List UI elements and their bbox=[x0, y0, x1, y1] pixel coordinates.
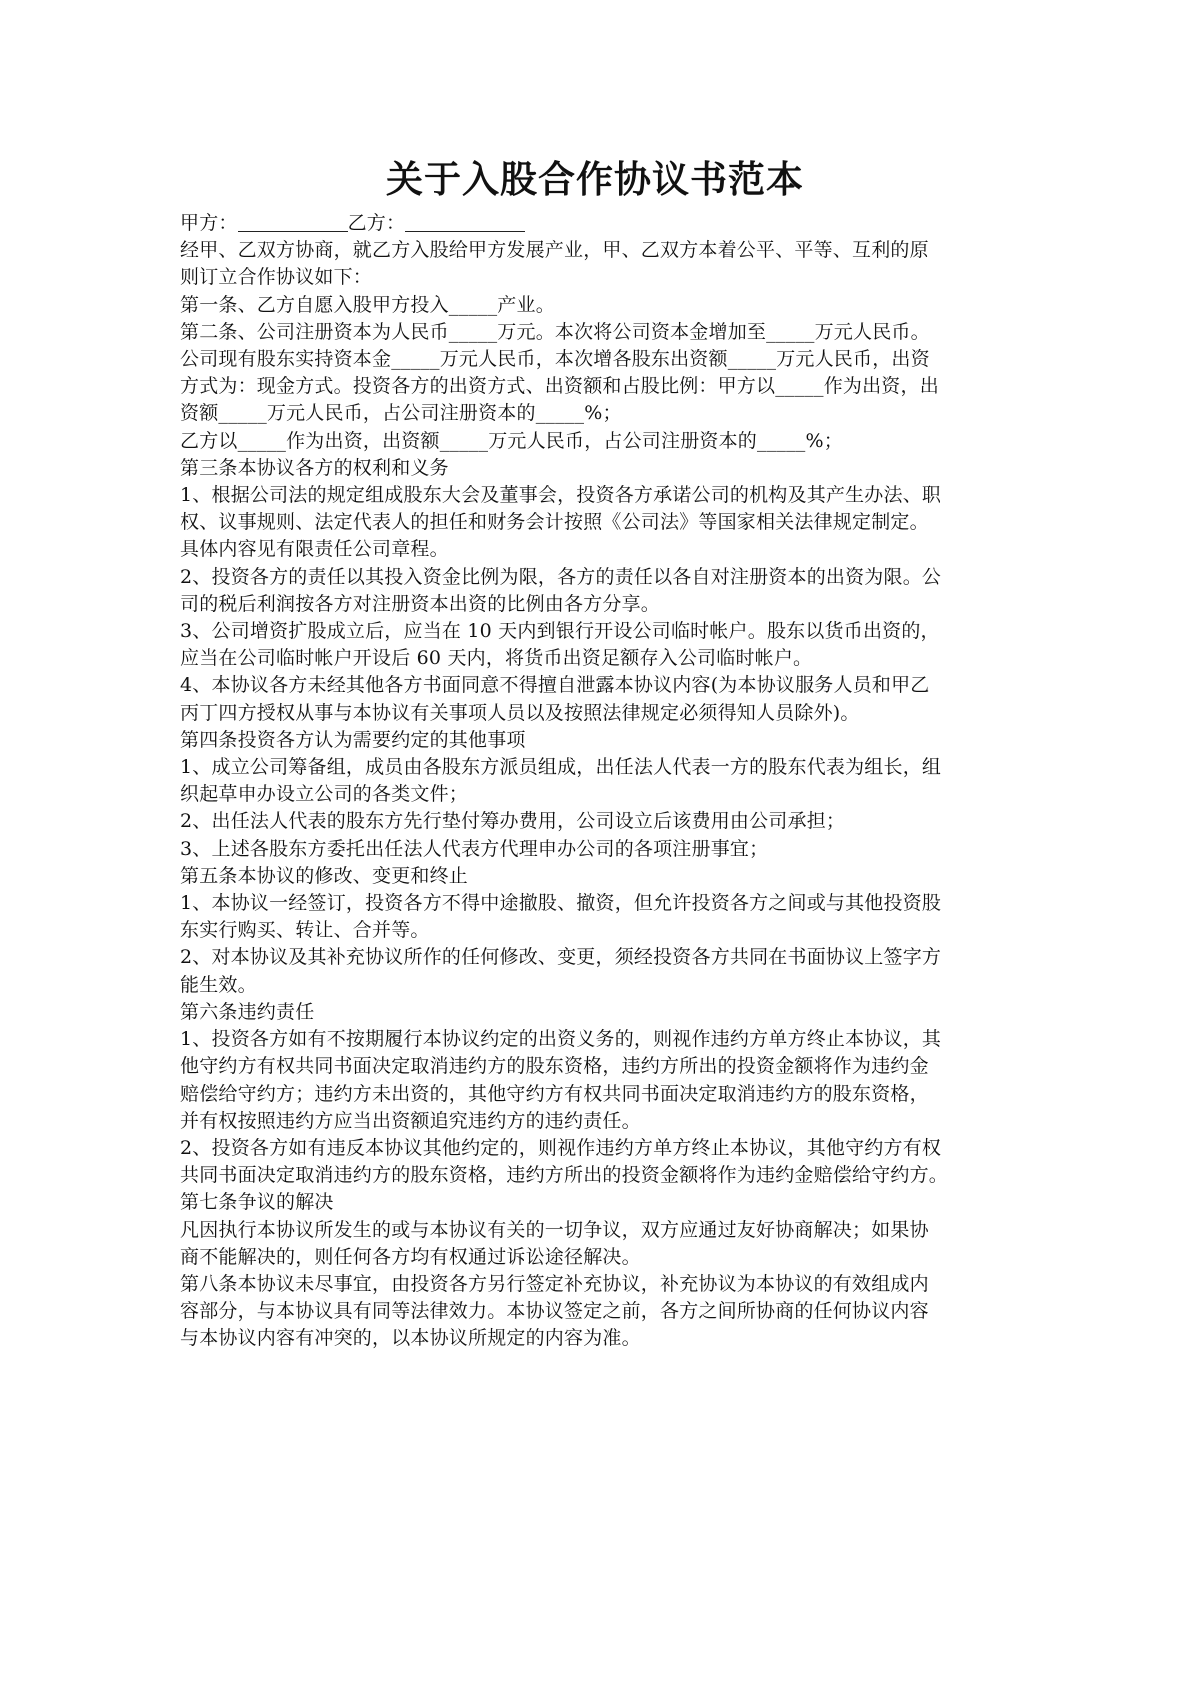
party-a-blank bbox=[238, 213, 348, 232]
parties-line bbox=[180, 210, 1010, 237]
body-line: 2、出任法人代表的股东方先行垫付筹办费用，公司设立后该费用由公司承担； bbox=[180, 810, 846, 833]
body-line: 资额_____万元人民币，占公司注册资本的_____%； bbox=[180, 402, 622, 425]
body-line: 乙方以_____作为出资，出资额_____万元人民币，占公司注册资本的_____%； bbox=[180, 429, 843, 452]
body-line: 丙丁四方授权从事与本协议有关事项人员以及按照法律规定必须得知人员除外)。 bbox=[180, 701, 860, 724]
article-4-heading: 第四条投资各方认为需要约定的其他事项 bbox=[180, 728, 526, 751]
body-line: 经甲、乙双方协商，就乙方入股给甲方发展产业，甲、乙双方本着公平、平等、互利的原 bbox=[180, 239, 929, 262]
body-line: 2、投资各方如有违反本协议其他约定的，则视作违约方单方终止本协议，其他守约方有权 bbox=[180, 1136, 942, 1159]
party-a-label: 甲方： bbox=[180, 212, 238, 234]
body-line: 东实行购买、转让、合并等。 bbox=[180, 919, 430, 942]
article-3-heading: 第三条本协议各方的权利和义务 bbox=[180, 456, 449, 479]
party-b-blank bbox=[405, 213, 525, 232]
article-2: 第二条、公司注册资本为人民币_____万元。本次将公司资本金增加至_____万元人民币。 bbox=[180, 320, 930, 343]
article-1: 第一条、乙方自愿入股甲方投入_____产业。 bbox=[180, 293, 555, 316]
body-line: 则订立合作协议如下： bbox=[180, 266, 373, 289]
body-line: 公司现有股东实持资本金_____万元人民币，本次增各股东出资额_____万元人民币，出资 bbox=[180, 348, 930, 371]
article-5-heading: 第五条本协议的修改、变更和终止 bbox=[180, 864, 469, 887]
body-line: 1、本协议一经签订，投资各方不得中途撤股、撤资，但允许投资各方之间或与其他投资股 bbox=[180, 892, 942, 915]
body-line: 与本协议内容有冲突的，以本协议所规定的内容为准。 bbox=[180, 1327, 641, 1350]
body-line: 2、对本协议及其补充协议所作的任何修改、变更，须经投资各方共同在书面协议上签字方 bbox=[180, 946, 942, 969]
article-8: 第八条本协议未尽事宜，由投资各方另行签定补充协议，补充协议为本协议的有效组成内 bbox=[180, 1272, 929, 1295]
body-line: 权、议事规则、法定代表人的担任和财务会计按照《公司法》等国家相关法律规定制定。 bbox=[180, 511, 929, 534]
body-line: 他守约方有权共同书面决定取消违约方的股东资格，违约方所出的投资金额将作为违约金 bbox=[180, 1055, 929, 1078]
article-7-heading: 第七条争议的解决 bbox=[180, 1191, 334, 1214]
body-line: 方式为：现金方式。投资各方的出资方式、出资额和占股比例：甲方以_____作为出资，出 bbox=[180, 375, 939, 398]
body-line: 1、成立公司筹备组，成员由各股东方派员组成，出任法人代表一方的股东代表为组长，组 bbox=[180, 756, 942, 779]
body-line: 并有权按照违约方应当出资额追究违约方的违约责任。 bbox=[180, 1109, 641, 1132]
body-line: 能生效。 bbox=[180, 973, 257, 996]
body-line: 2、投资各方的责任以其投入资金比例为限，各方的责任以各自对注册资本的出资为限。公 bbox=[180, 565, 942, 588]
body-line: 4、本协议各方未经其他各方书面同意不得擅自泄露本协议内容(为本协议服务人员和甲乙 bbox=[180, 674, 930, 697]
body-line: 应当在公司临时帐户开设后 60 天内，将货币出资足额存入公司临时帐户。 bbox=[180, 647, 813, 670]
document-body bbox=[180, 237, 1010, 1352]
body-line: 容部分，与本协议具有同等法律效力。本协议签定之前，各方之间所协商的任何协议内容 bbox=[180, 1300, 929, 1323]
document-title: 关于入股合作协议书范本 bbox=[386, 158, 804, 201]
body-line: 共同书面决定取消违约方的股东资格，违约方所出的投资金额将作为违约金赔偿给守约方。 bbox=[180, 1164, 949, 1187]
document-page bbox=[180, 150, 1010, 1353]
body-line: 凡因执行本协议所发生的或与本协议有关的一切争议，双方应通过友好协商解决；如果协 bbox=[180, 1218, 929, 1241]
body-line: 1、投资各方如有不按期履行本协议约定的出资义务的，则视作违约方单方终止本协议，其 bbox=[180, 1028, 942, 1051]
body-line: 1、根据公司法的规定组成股东大会及董事会，投资各方承诺公司的机构及其产生办法、职 bbox=[180, 484, 942, 507]
body-line: 具体内容见有限责任公司章程。 bbox=[180, 538, 449, 561]
body-line: 赔偿给守约方；违约方未出资的，其他守约方有权共同书面决定取消违约方的股东资格， bbox=[180, 1082, 929, 1105]
article-6-heading: 第六条违约责任 bbox=[180, 1000, 315, 1023]
body-line: 织起草申办设立公司的各类文件； bbox=[180, 783, 469, 806]
body-line: 司的税后利润按各方对注册资本出资的比例由各方分享。 bbox=[180, 592, 661, 615]
body-line: 3、上述各股东方委托出任法人代表方代理申办公司的各项注册事宜； bbox=[180, 837, 769, 860]
body-line: 3、公司增资扩股成立后，应当在 10 天内到银行开设公司临时帐户。股东以货币出资的， bbox=[180, 620, 940, 643]
body-line: 商不能解决的，则任何各方均有权通过诉讼途径解决。 bbox=[180, 1245, 641, 1268]
party-b-label: 乙方： bbox=[347, 212, 406, 234]
